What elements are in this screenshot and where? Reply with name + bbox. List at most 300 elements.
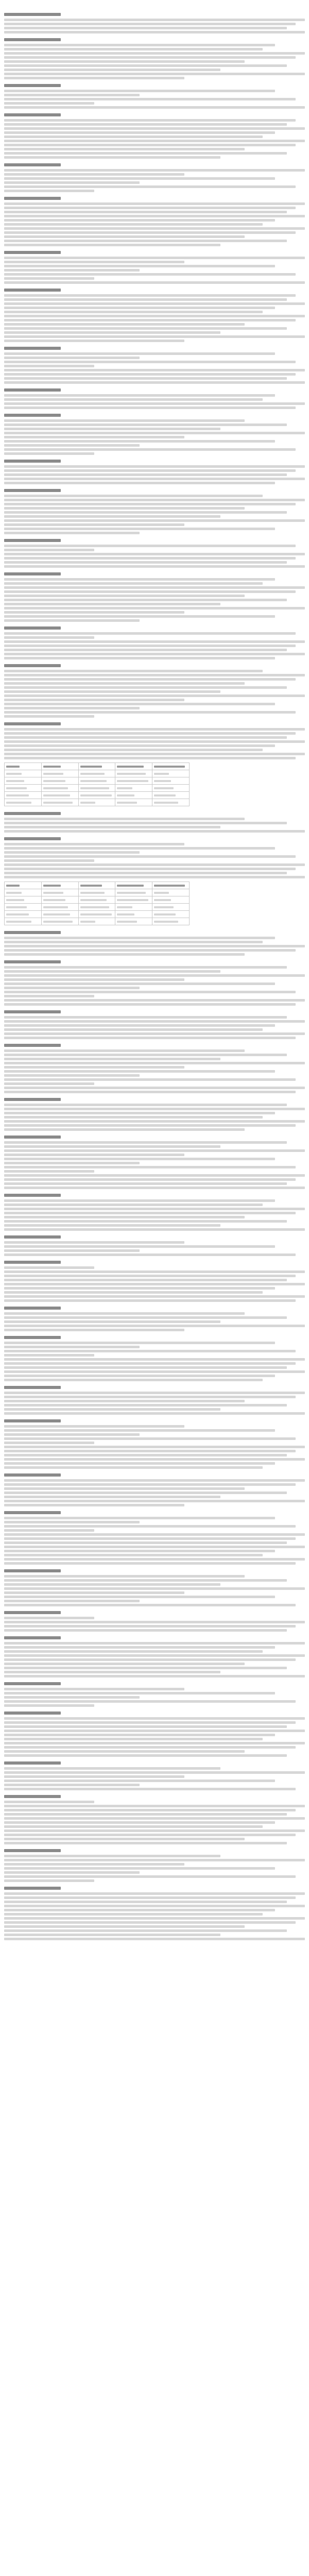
paragraph-line: [4, 482, 275, 484]
placeholder-text: [154, 885, 185, 887]
table-cell: [152, 777, 190, 785]
section-heading: [4, 836, 305, 841]
placeholder-text: [43, 787, 68, 789]
table-header-cell: [5, 882, 42, 889]
placeholder-text: [80, 885, 102, 887]
section-heading: [4, 1472, 305, 1478]
paragraph-line: [4, 219, 275, 222]
paragraph-line: [4, 1934, 220, 1936]
paragraph-line: [4, 119, 296, 122]
paragraph-line: [4, 1062, 305, 1064]
table-cell: [115, 911, 152, 918]
paragraph-line: [4, 532, 140, 534]
placeholder-text: [6, 899, 24, 901]
section-heading: [4, 249, 305, 255]
table-cell: [78, 911, 115, 918]
paragraph-line: [4, 244, 220, 246]
placeholder-text: [80, 899, 107, 901]
paragraph-line: [4, 991, 296, 993]
section-heading: [4, 1710, 305, 1716]
paragraph-line: [4, 1400, 245, 1402]
document-section: [4, 1418, 305, 1469]
section-heading: [4, 1568, 305, 1573]
paragraph-line: [4, 855, 296, 858]
placeholder-text: [80, 773, 105, 775]
paragraph-line: [4, 1370, 305, 1373]
table-cell: [78, 918, 115, 925]
paragraph-line: [4, 1738, 263, 1740]
paragraph-line: [4, 645, 296, 647]
paragraph-line: [4, 868, 296, 870]
section-heading: [4, 721, 305, 726]
paragraph-line: [4, 699, 184, 701]
placeholder-text: [6, 913, 29, 916]
paragraph-line: [4, 1558, 305, 1561]
table-cell: [78, 770, 115, 777]
paragraph-line: [4, 331, 220, 334]
paragraph-line: [4, 753, 305, 755]
paragraph-line: [4, 419, 245, 422]
paragraph-line: [4, 1579, 287, 1582]
document-section: [4, 1384, 305, 1415]
placeholder-text: [154, 899, 171, 901]
paragraph-line: [4, 1316, 287, 1319]
section-heading: [4, 37, 305, 42]
paragraph-line: [4, 1379, 263, 1381]
placeholder-text: [80, 913, 112, 916]
section-heading: [4, 112, 305, 117]
paragraph-line: [4, 177, 275, 180]
paragraph-line: [4, 1396, 296, 1398]
placeholder-text: [117, 780, 148, 782]
paragraph-line: [4, 381, 305, 384]
placeholder-text: [80, 802, 96, 804]
paragraph-line: [4, 682, 245, 685]
document-section: [4, 1305, 305, 1331]
paragraph-line: [4, 740, 305, 743]
paragraph-line: [4, 273, 296, 276]
paragraph-line: [4, 1767, 220, 1770]
paragraph-line: [4, 173, 184, 176]
paragraph-line: [4, 1024, 275, 1027]
paragraph-line: [4, 1483, 296, 1486]
table-cell: [152, 904, 190, 911]
placeholder-text: [43, 773, 63, 775]
paragraph-line: [4, 478, 305, 480]
paragraph-line: [4, 822, 287, 824]
section-heading: [4, 82, 305, 88]
paragraph-line: [4, 1867, 275, 1870]
paragraph-line: [4, 1546, 305, 1548]
paragraph-line: [4, 1429, 275, 1432]
paragraph-line: [4, 1896, 296, 1899]
placeholder-text: [154, 913, 176, 916]
paragraph-line: [4, 202, 305, 205]
table-cell: [152, 770, 190, 777]
paragraph-line: [4, 1917, 305, 1920]
section-heading: [4, 1009, 305, 1014]
paragraph-line: [4, 1717, 305, 1720]
paragraph-line: [4, 315, 305, 317]
paragraph-line: [4, 1325, 305, 1327]
paragraph-line: [4, 619, 140, 622]
paragraph-line: [4, 1320, 220, 1323]
table-header-cell: [41, 882, 78, 889]
paragraph-line: [4, 169, 305, 172]
paragraph-line: [4, 1938, 305, 1940]
paragraph-line: [4, 1174, 305, 1177]
paragraph-line: [4, 1154, 184, 1156]
paragraph-line: [4, 523, 184, 526]
paragraph-line: [4, 31, 305, 33]
paragraph-line: [4, 1149, 305, 1152]
paragraph-line: [4, 1442, 94, 1444]
paragraph-line: [4, 1078, 296, 1081]
paragraph-line: [4, 1562, 296, 1565]
section-heading: [4, 412, 305, 418]
paragraph-line: [4, 1279, 287, 1281]
paragraph-line: [4, 207, 296, 209]
paragraph-line: [4, 1642, 305, 1645]
paragraph-line: [4, 1366, 287, 1369]
placeholder-text: [117, 899, 148, 901]
paragraph-line: [4, 1813, 287, 1816]
table-cell: [115, 918, 152, 925]
placeholder-text: [154, 921, 178, 923]
paragraph-line: [4, 1054, 287, 1056]
table-cell: [41, 770, 78, 777]
paragraph-line: [4, 1754, 287, 1757]
section-heading: [4, 387, 305, 393]
paragraph-line: [4, 436, 184, 438]
paragraph-line: [4, 953, 245, 956]
paragraph-line: [4, 340, 184, 342]
document-section: [4, 571, 305, 622]
document-section: [4, 1096, 305, 1131]
paragraph-line: [4, 1241, 184, 1244]
paragraph-line: [4, 1600, 140, 1602]
paragraph-line: [4, 1875, 296, 1878]
placeholder-text: [80, 780, 107, 782]
paragraph-line: [4, 1487, 245, 1490]
paragraph-line: [4, 590, 296, 593]
table-cell: [115, 889, 152, 896]
paragraph-line: [4, 982, 275, 985]
paragraph-line: [4, 1074, 140, 1077]
section-heading: [4, 1192, 305, 1198]
document-section: [4, 1568, 305, 1606]
table-cell: [115, 799, 152, 806]
paragraph-line: [4, 1350, 296, 1352]
paragraph-line: [4, 1821, 275, 1824]
paragraph-line: [4, 582, 263, 585]
paragraph-line: [4, 302, 305, 305]
table-cell: [78, 785, 115, 792]
paragraph-line: [4, 707, 140, 709]
paragraph-line: [4, 945, 305, 947]
paragraph-line: [4, 73, 305, 75]
paragraph-line: [4, 1070, 275, 1073]
table-cell: [78, 799, 115, 806]
section-heading: [4, 1096, 305, 1102]
placeholder-text: [6, 766, 20, 768]
placeholder-text: [80, 766, 102, 768]
paragraph-line: [4, 1425, 184, 1428]
paragraph-line: [4, 1016, 287, 1019]
paragraph-line: [4, 106, 305, 109]
table-cell: [115, 785, 152, 792]
paragraph-line: [4, 1829, 305, 1832]
document-section: [4, 836, 305, 878]
paragraph-line: [4, 131, 275, 134]
placeholder-text: [117, 913, 134, 916]
section-heading: [4, 1418, 305, 1423]
paragraph-line: [4, 64, 287, 67]
paragraph-line: [4, 140, 305, 142]
paragraph-line: [4, 1404, 287, 1406]
paragraph-line: [4, 77, 184, 79]
paragraph-line: [4, 1925, 245, 1928]
table-cell: [41, 918, 78, 925]
paragraph-line: [4, 94, 140, 96]
table-row: [5, 911, 190, 918]
table-cell: [5, 792, 42, 799]
paragraph-line: [4, 185, 296, 188]
placeholder-text: [154, 906, 174, 908]
paragraph-line: [4, 974, 305, 977]
paragraph-line: [4, 1208, 305, 1210]
table-cell: [115, 904, 152, 911]
paragraph-line: [4, 223, 263, 226]
paragraph-line: [4, 1805, 305, 1807]
table-cell: [78, 792, 115, 799]
paragraph-line: [4, 1596, 275, 1598]
paragraph-line: [4, 1458, 305, 1461]
paragraph-line: [4, 757, 296, 759]
paragraph-line: [4, 1412, 305, 1415]
paragraph-line: [4, 1170, 94, 1173]
section-heading: [4, 1384, 305, 1390]
section-heading: [4, 11, 305, 17]
paragraph-line: [4, 357, 140, 359]
placeholder-text: [154, 802, 178, 804]
paragraph-line: [4, 499, 305, 501]
table-row: [5, 777, 190, 785]
paragraph-line: [4, 19, 305, 21]
document-section: [4, 11, 305, 33]
paragraph-line: [4, 1692, 275, 1694]
paragraph-line: [4, 863, 305, 866]
paragraph-line: [4, 561, 287, 564]
paragraph-line: [4, 636, 94, 639]
paragraph-line: [4, 56, 296, 59]
section-heading: [4, 1134, 305, 1140]
section-heading: [4, 1042, 305, 1048]
paragraph-line: [4, 215, 305, 217]
placeholder-text: [43, 899, 65, 901]
paragraph-line: [4, 670, 263, 672]
paragraph-line: [4, 1517, 275, 1519]
placeholder-text: [43, 913, 70, 916]
paragraph-line: [4, 1838, 245, 1840]
placeholder-text: [80, 787, 109, 789]
paragraph-line: [4, 1479, 305, 1482]
paragraph-line: [4, 440, 275, 443]
placeholder-text: [154, 794, 176, 796]
paragraph-line: [4, 311, 263, 313]
paragraph-line: [4, 1454, 287, 1456]
table-row: [5, 918, 190, 925]
paragraph-line: [4, 995, 94, 997]
document-section: [4, 458, 305, 484]
document-section: [4, 249, 305, 284]
paragraph-line: [4, 507, 245, 510]
paragraph-line: [4, 1058, 220, 1060]
placeholder-text: [80, 794, 112, 796]
paragraph-line: [4, 473, 287, 476]
table-cell: [41, 904, 78, 911]
paragraph-line: [4, 1788, 296, 1790]
placeholder-text: [43, 802, 73, 804]
paragraph-line: [4, 265, 275, 267]
paragraph-line: [4, 1187, 305, 1189]
paragraph-line: [4, 1525, 296, 1528]
paragraph-line: [4, 135, 263, 138]
placeholder-text: [6, 885, 20, 887]
table-cell: [5, 896, 42, 904]
paragraph-line: [4, 1529, 94, 1532]
paragraph-line: [4, 1859, 305, 1861]
paragraph-line: [4, 469, 296, 472]
paragraph-line: [4, 603, 220, 605]
paragraph-line: [4, 545, 296, 547]
paragraph-line: [4, 1283, 305, 1285]
document-section: [4, 1334, 305, 1381]
placeholder-text: [6, 921, 31, 923]
paragraph-line: [4, 1554, 263, 1556]
placeholder-text: [117, 921, 136, 923]
paragraph-line: [4, 1583, 220, 1586]
document-section: [4, 1472, 305, 1506]
paragraph-line: [4, 1646, 275, 1649]
paragraph-line: [4, 1929, 287, 1932]
paragraph-line: [4, 1671, 220, 1673]
section-heading: [4, 458, 305, 464]
paragraph-line: [4, 1550, 275, 1552]
document-section: [4, 487, 305, 534]
section-heading: [4, 810, 305, 816]
paragraph-line: [4, 361, 296, 363]
paragraph-line: [4, 987, 140, 989]
paragraph-line: [4, 578, 275, 581]
table-header-cell: [5, 763, 42, 770]
paragraph-line: [4, 1650, 263, 1653]
paragraph-line: [4, 1533, 305, 1536]
table-row: [5, 889, 190, 896]
paragraph-line: [4, 90, 275, 92]
paragraph-line: [4, 847, 275, 850]
section-heading: [4, 929, 305, 935]
paragraph-line: [4, 69, 220, 71]
paragraph-line: [4, 611, 184, 614]
paragraph-line: [4, 736, 287, 739]
paragraph-line: [4, 1450, 296, 1452]
paragraph-line: [4, 1575, 245, 1578]
placeholder-text: [154, 787, 174, 789]
paragraph-line: [4, 398, 263, 401]
placeholder-text: [6, 906, 27, 908]
placeholder-text: [6, 802, 31, 804]
paragraph-line: [4, 872, 287, 874]
paragraph-line: [4, 715, 94, 718]
table-cell: [115, 770, 152, 777]
paragraph-line: [4, 1091, 296, 1093]
paragraph-line: [4, 406, 296, 409]
document-section: [4, 82, 305, 109]
paragraph-line: [4, 1541, 287, 1544]
paragraph-line: [4, 678, 296, 681]
paragraph-line: [4, 1587, 305, 1590]
table-cell: [5, 770, 42, 777]
document-section: [4, 1510, 305, 1565]
document-section: [4, 287, 305, 342]
paragraph-line: [4, 181, 140, 184]
paragraph-line: [4, 744, 275, 747]
paragraph-line: [4, 1675, 305, 1677]
paragraph-line: [4, 1721, 296, 1724]
paragraph-line: [4, 937, 275, 939]
paragraph-line: [4, 127, 305, 130]
paragraph-line: [4, 1178, 296, 1181]
paragraph-line: [4, 1433, 140, 1436]
section-heading: [4, 195, 305, 201]
table-cell: [115, 792, 152, 799]
paragraph-line: [4, 640, 305, 643]
paragraph-line: [4, 615, 275, 618]
table-cell: [152, 889, 190, 896]
paragraph-line: [4, 52, 305, 55]
paragraph-line: [4, 859, 94, 862]
table-cell: [152, 918, 190, 925]
paragraph-line: [4, 1617, 94, 1619]
table-cell: [41, 777, 78, 785]
paragraph-line: [4, 1224, 220, 1227]
paragraph-line: [4, 294, 296, 297]
paragraph-line: [4, 1700, 296, 1703]
paragraph-line: [4, 1746, 296, 1749]
section-heading: [4, 1510, 305, 1515]
placeholder-text: [6, 780, 24, 782]
placeholder-text: [6, 892, 22, 894]
paragraph-line: [4, 394, 275, 397]
paragraph-line: [4, 876, 305, 878]
paragraph-line: [4, 1734, 275, 1736]
paragraph-line: [4, 102, 94, 105]
paragraph-line: [4, 999, 305, 1002]
paragraph-line: [4, 1621, 305, 1623]
paragraph-line: [4, 549, 94, 551]
paragraph-line: [4, 152, 287, 155]
table-header-cell: [78, 882, 115, 889]
table-cell: [41, 792, 78, 799]
table-cell: [5, 785, 42, 792]
paragraph-line: [4, 60, 245, 63]
document-section: [4, 1848, 305, 1882]
paragraph-line: [4, 1771, 305, 1774]
paragraph-line: [4, 1663, 245, 1665]
paragraph-line: [4, 519, 305, 522]
paragraph-line: [4, 1049, 245, 1052]
